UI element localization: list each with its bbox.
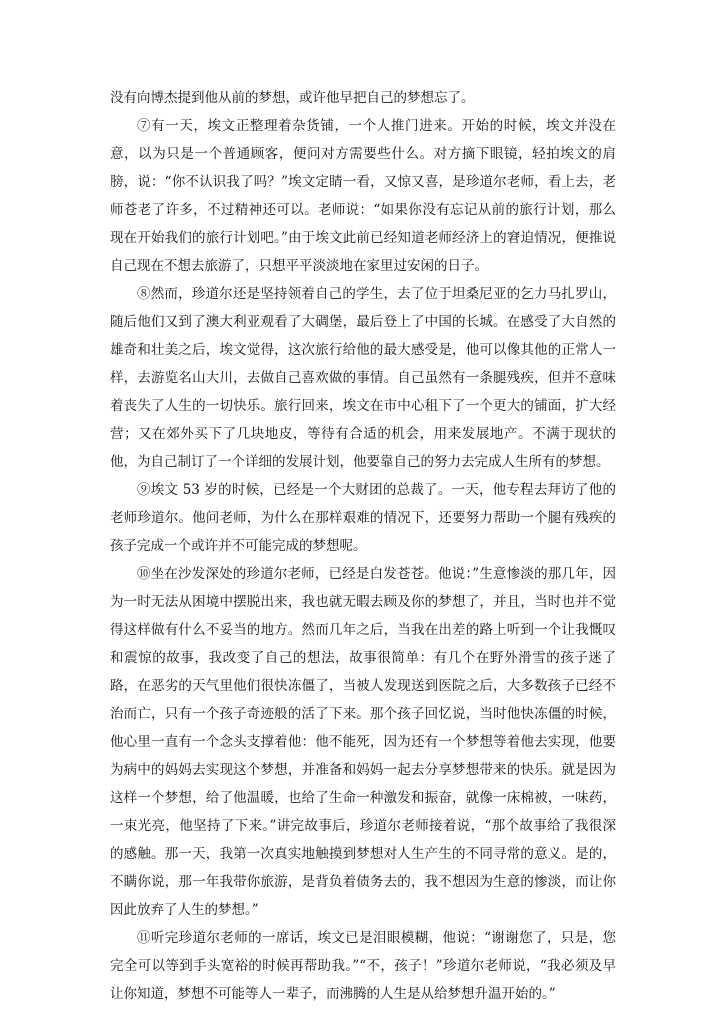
paragraph-8: ⑧然而，珍道尔还是坚持领着自己的学生，去了位于坦桑尼亚的乞力马扎罗山，随后他们又到了澳大利亚观看了大碉堡，最后登上了中国的长城。在感受了大自然的雄奇和壮美之后，埃文觉得，这次旅行给他的最大感受是，他可以像其他的正常人一样，去游览名山大川，去做自己喜欢做的事情。自己虽然有一条腿残疾，但并不意味着丧失了人生的一切快乐。旅行回来，埃文在市中心租下了一个更大的铺面，扩大经营；又在郊外买下了几块地皮，等待有合适的机会，用来发展地产。不满于现状的他，为自己制订了一个详细的发展计划，他要靠自己的努力去完成人生所有的梦想。 (110, 286, 616, 470)
paragraph-continuation: 没有向博杰提到他从前的梦想，或许他早把自己的梦想忘了。 (110, 90, 475, 106)
paragraph-7: ⑦有一天，埃文正整理着杂货铺，一个人推门进来。开始的时候，埃文并没在意，以为只是一个普通顾客，便问对方需要些什么。对方摘下眼镜，轻拍埃文的肩膀，说：“你不认识我了吗？”埃文定睛一看，又惊又喜，是珍道尔老师，看上去，老师苍老了许多，不过精神还可以。老师说：“如果你没有忘记从前的旅行计划，那么现在开始我们的旅行计划吧。”由于埃文此前已经知道老师经济上的窘迫情况，便推说自己现在不想去旅游了，只想平平淡淡地在家里过安闲的日子。 (110, 118, 616, 274)
paragraph-9: ⑨埃文 53 岁的时候，已经是一个大财团的总裁了。一天，他专程去拜访了他的老师珍道尔。他问老师，为什么在那样艰难的情况下，还要努力帮助一个腿有残疾的孩子完成一个或许并不可能完成的梦想呢。 (110, 482, 616, 554)
paragraph-11: ⑪听完珍道尔老师的一席话，埃文已是泪眼模糊，他说：“谢谢您了，只是，您完全可以等到手头宽裕的时候再帮助我。”“不，孩子！”珍道尔老师说，“我必须及早让你知道，梦想不可能等人一辈子，而沸腾的人生是从给梦想升温开始的。” (110, 930, 616, 1002)
document-page (110, 84, 616, 1008)
paragraph-10: ⑩坐在沙发深处的珍道尔老师，已经是白发苍苍。他说：”生意惨淡的那几年，因为一时无法从困境中摆脱出来，我也就无暇去顾及你的梦想了，并且，当时也并不觉得这样做有什么不妥当的地方。然而几年之后，当我在出差的路上听到一个让我慨叹和震惊的故事，我改变了自己的想法，故事很简单：有几个在野外滑雪的孩子迷了路，在恶劣的天气里他们很快冻僵了，当被人发现送到医院之后，大多数孩子已经不治而亡，只有一个孩子奇迹般的活了下来。那个孩子回忆说，当时他快冻僵的时候，他心里一直有一个念头支撑着他：他不能死，因为还有一个梦想等着他去实现，他要为病中的妈妈去实现这个梦想，并准备和妈妈一起去分享梦想带来的快乐。就是因为这样一个梦想，给了他温暖，也给了生命一种激发和振奋，就像一床棉被，一味药，一束光亮，他坚持了下来。”讲完故事后，珍道尔老师接着说，“那个故事给了我很深的感触。那一天，我第一次真实地触摸到梦想对人生产生的不同寻常的意义。是的，不瞒你说，那一年我带你旅游，是背负着债务去的，我不想因为生意的惨淡，而让你因此放弃了人生的梦想。” (110, 566, 616, 918)
